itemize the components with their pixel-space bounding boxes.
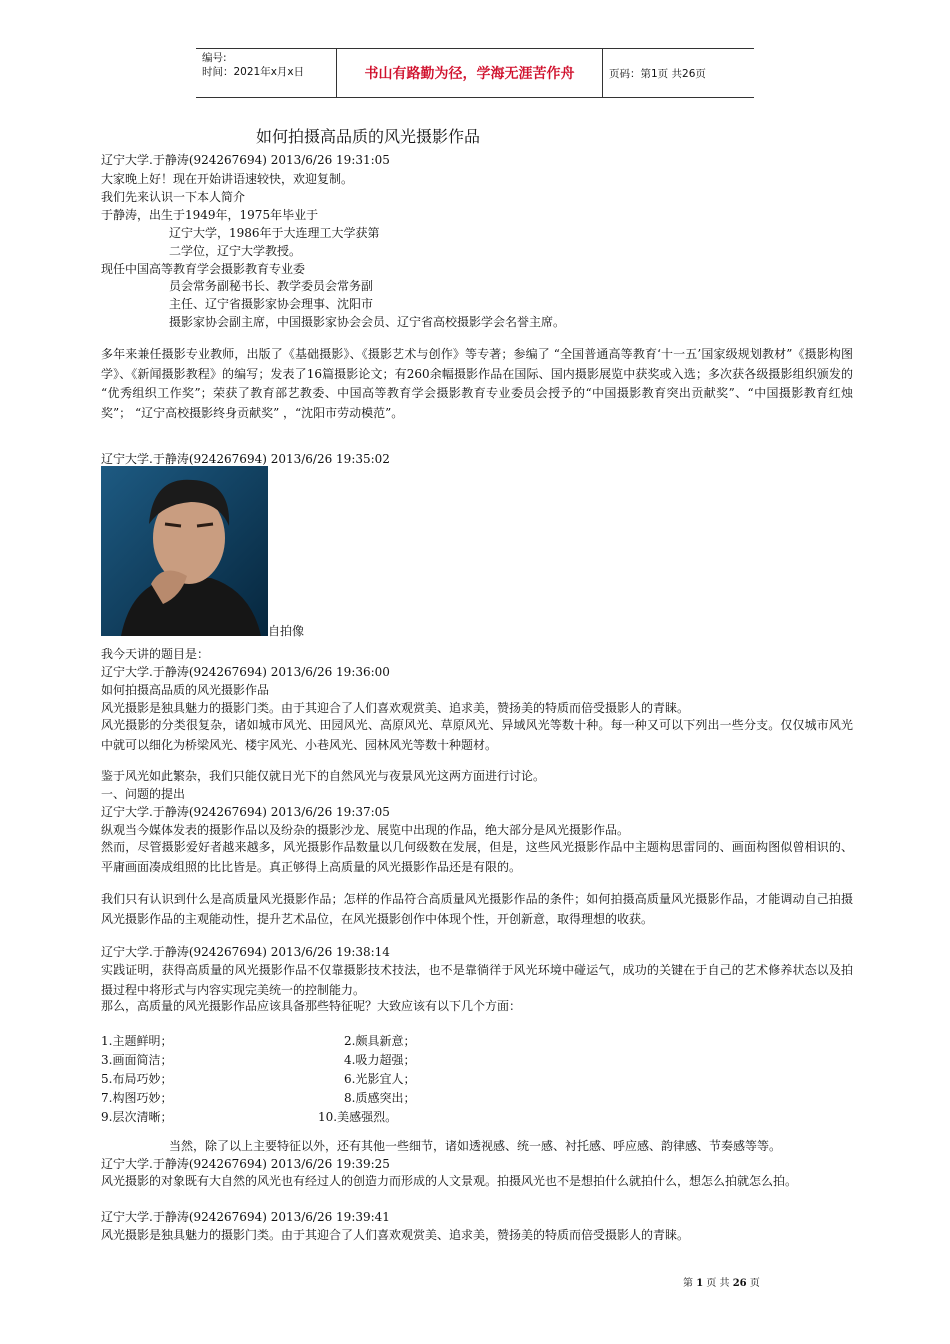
footer-mid: 页 共 — [706, 1278, 730, 1289]
bio-paragraph: 多年来兼任摄影专业教师，出版了《基础摄影》、《摄影艺术与创作》等专著；参编了 “全国普通高等教育‘十一五’国家级规划教材”《摄影构图学》、《新闻摄影教程》的编写；发表了16篇摄影论文；有260余幅摄影作品在国际、国内摄影展览中获奖或入选；多次获各级摄影组织颁发的 “优秀组织工作奖”；荣获了教育部艺教委、中国高等教育学会摄影教育专业委员会授予的“中国摄影教育突出贡献奖”、“中国摄影教育红烛奖”； “辽宁高校摄影终身贡献奖” ，“沈阳市劳动模范”。 — [101, 347, 853, 420]
text-line: 于静涛，出生于1949年，1975年毕业于 — [101, 208, 319, 222]
list-item: 2.颇具新意； — [344, 1034, 416, 1048]
list-item: 5.布局巧妙； — [101, 1072, 173, 1086]
text-line: 当然，除了以上主要特征以外，还有其他一些细节，诸如透视感、统一感、衬托感、呼应感、韵律感、节奏感等等。 — [169, 1139, 782, 1153]
text-line: 鉴于风光如此繁杂，我们只能仅就日光下的自然风光与夜景风光这两方面进行讨论。 — [101, 769, 546, 783]
footer-prefix: 第 — [683, 1278, 693, 1289]
footer-page-number: 1 — [696, 1278, 704, 1289]
text-line: 摄影家协会副主席，中国摄影家协会会员、辽宁省高校摄影学会名誉主席。 — [169, 315, 566, 329]
text-line: 如何拍摄高品质的风光摄影作品 — [101, 683, 270, 697]
list-item: 4.吸力超强； — [344, 1053, 416, 1067]
timestamp-line: 辽宁大学.于静涛(924267694) 2013/6/26 19:35:02 — [101, 452, 390, 466]
timestamp-line: 辽宁大学.于静涛(924267694) 2013/6/26 19:36:00 — [101, 665, 390, 679]
list-item: 9.层次清晰； — [101, 1110, 173, 1124]
text-line: 风光摄影是独具魅力的摄影门类。由于其迎合了人们喜欢观赏美、追求美，赞扬美的特质而倍受摄影人的青睐。 — [101, 1228, 690, 1242]
timestamp-line: 辽宁大学.于静涛(924267694) 2013/6/26 19:31:05 — [101, 153, 390, 167]
timestamp-line: 辽宁大学.于静涛(924267694) 2013/6/26 19:38:14 — [101, 945, 390, 959]
list-item: 1.主题鲜明； — [101, 1034, 173, 1048]
number-label: 编号: — [202, 52, 227, 64]
header-page-label: 页码：第1页 共26页 — [609, 67, 706, 80]
text-line: 我们先来认识一下本人简介 — [101, 190, 246, 204]
timestamp-line: 辽宁大学.于静涛(924267694) 2013/6/26 19:39:41 — [101, 1210, 390, 1224]
timestamp-line: 辽宁大学.于静涛(924267694) 2013/6/26 19:37:05 — [101, 805, 390, 819]
text-line: 风光摄影是独具魅力的摄影门类。由于其迎合了人们喜欢观赏美、追求美，赞扬美的特质而倍受摄影人的青睐。 — [101, 701, 690, 715]
features-list-right — [318, 1032, 416, 1127]
footer-total-pages: 26 — [732, 1278, 747, 1289]
text-line: 二学位，辽宁大学教授。 — [169, 244, 302, 258]
text-line: 主任、辽宁省摄影家协会理事、沈阳市 — [169, 297, 374, 311]
text-line: 我今天讲的题目是： — [101, 647, 210, 661]
footer-suffix: 页 — [749, 1278, 760, 1289]
page-footer — [683, 1274, 760, 1289]
text-line: 员会常务副秘书长、教学委员会常务副 — [169, 279, 374, 293]
timestamp-line: 辽宁大学.于静涛(924267694) 2013/6/26 19:39:25 — [101, 1157, 390, 1171]
practice-paragraph: 实践证明，获得高质量的风光摄影作品不仅靠摄影技术技法，也不是靠徜徉于风光环境中碰运气，成功的关键在于自己的艺术修养状态以及拍摄过程中将形式与内容实现完美统一的控制能力。 — [101, 963, 853, 997]
text-line: 那么，高质量的风光摄影作品应该具备那些特征呢？大致应该有以下几个方面： — [101, 999, 522, 1013]
text-line: 纵观当今媒体发表的摄影作品以及纷杂的摄影沙龙、展览中出现的作品，绝大部分是风光摄影作品。 — [101, 823, 630, 837]
header-meta — [196, 49, 337, 97]
time-label: 时间：2021年x月x日 — [202, 66, 305, 78]
text-line: 大家晚上好！现在开始讲语速较快，欢迎复制。 — [101, 172, 354, 186]
author-portrait-photo — [101, 466, 268, 636]
page-header — [196, 48, 754, 98]
problem-paragraph: 然而，尽管摄影爱好者越来越多，风光摄影作品数量以几何级数在发展，但是，这些风光摄影作品中主题构思雷同的、画面构图似曾相识的、平庸画面凑成组照的比比皆是。真正够得上高质量的风光摄影作品还是有限的。 — [101, 840, 853, 874]
text-line: 现任中国高等教育学会摄影教育专业委 — [101, 262, 306, 276]
text-line: 辽宁大学，1986年于大连理工大学获第 — [169, 226, 380, 240]
photo-caption: 自拍像 — [268, 624, 305, 638]
list-item: 7.构图巧妙； — [101, 1091, 173, 1105]
list-item: 10.美感强烈。 — [318, 1110, 398, 1124]
list-item: 8.质感突出； — [344, 1091, 416, 1105]
landscape-paragraph: 风光摄影的对象既有大自然的风光也有经过人的创造力而形成的人文景观。拍摄风光也不是想拍什么就拍什么，想怎么拍就怎么拍。 — [101, 1174, 798, 1188]
features-list-left — [101, 1032, 172, 1127]
quality-paragraph: 我们只有认识到什么是高质量风光摄影作品；怎样的作品符合高质量风光摄影作品的条件；如何拍摄高质量风光摄影作品，才能调动自己拍摄风光摄影作品的主观能动性，提升艺术品位，在风光摄影创作中体现个性，开创新意，取得理想的收获。 — [101, 892, 853, 926]
header-motto: 书山有路勤为径，学海无涯苦作舟 — [337, 49, 603, 97]
section-heading: 一、问题的提出 — [101, 787, 186, 801]
document-title: 如何拍摄高品质的风光摄影作品 — [256, 127, 481, 146]
list-item: 3.画面简洁； — [101, 1053, 173, 1067]
list-item: 6.光影宜人； — [344, 1072, 416, 1086]
category-paragraph: 风光摄影的分类很复杂，诸如城市风光、田园风光、高原风光、草原风光、异域风光等数十种。每一种又可以下列出一些分支。仅仅城市风光中就可以细化为桥梁风光、楼宇风光、小巷风光、园林风光等数十种题材。 — [101, 718, 853, 752]
